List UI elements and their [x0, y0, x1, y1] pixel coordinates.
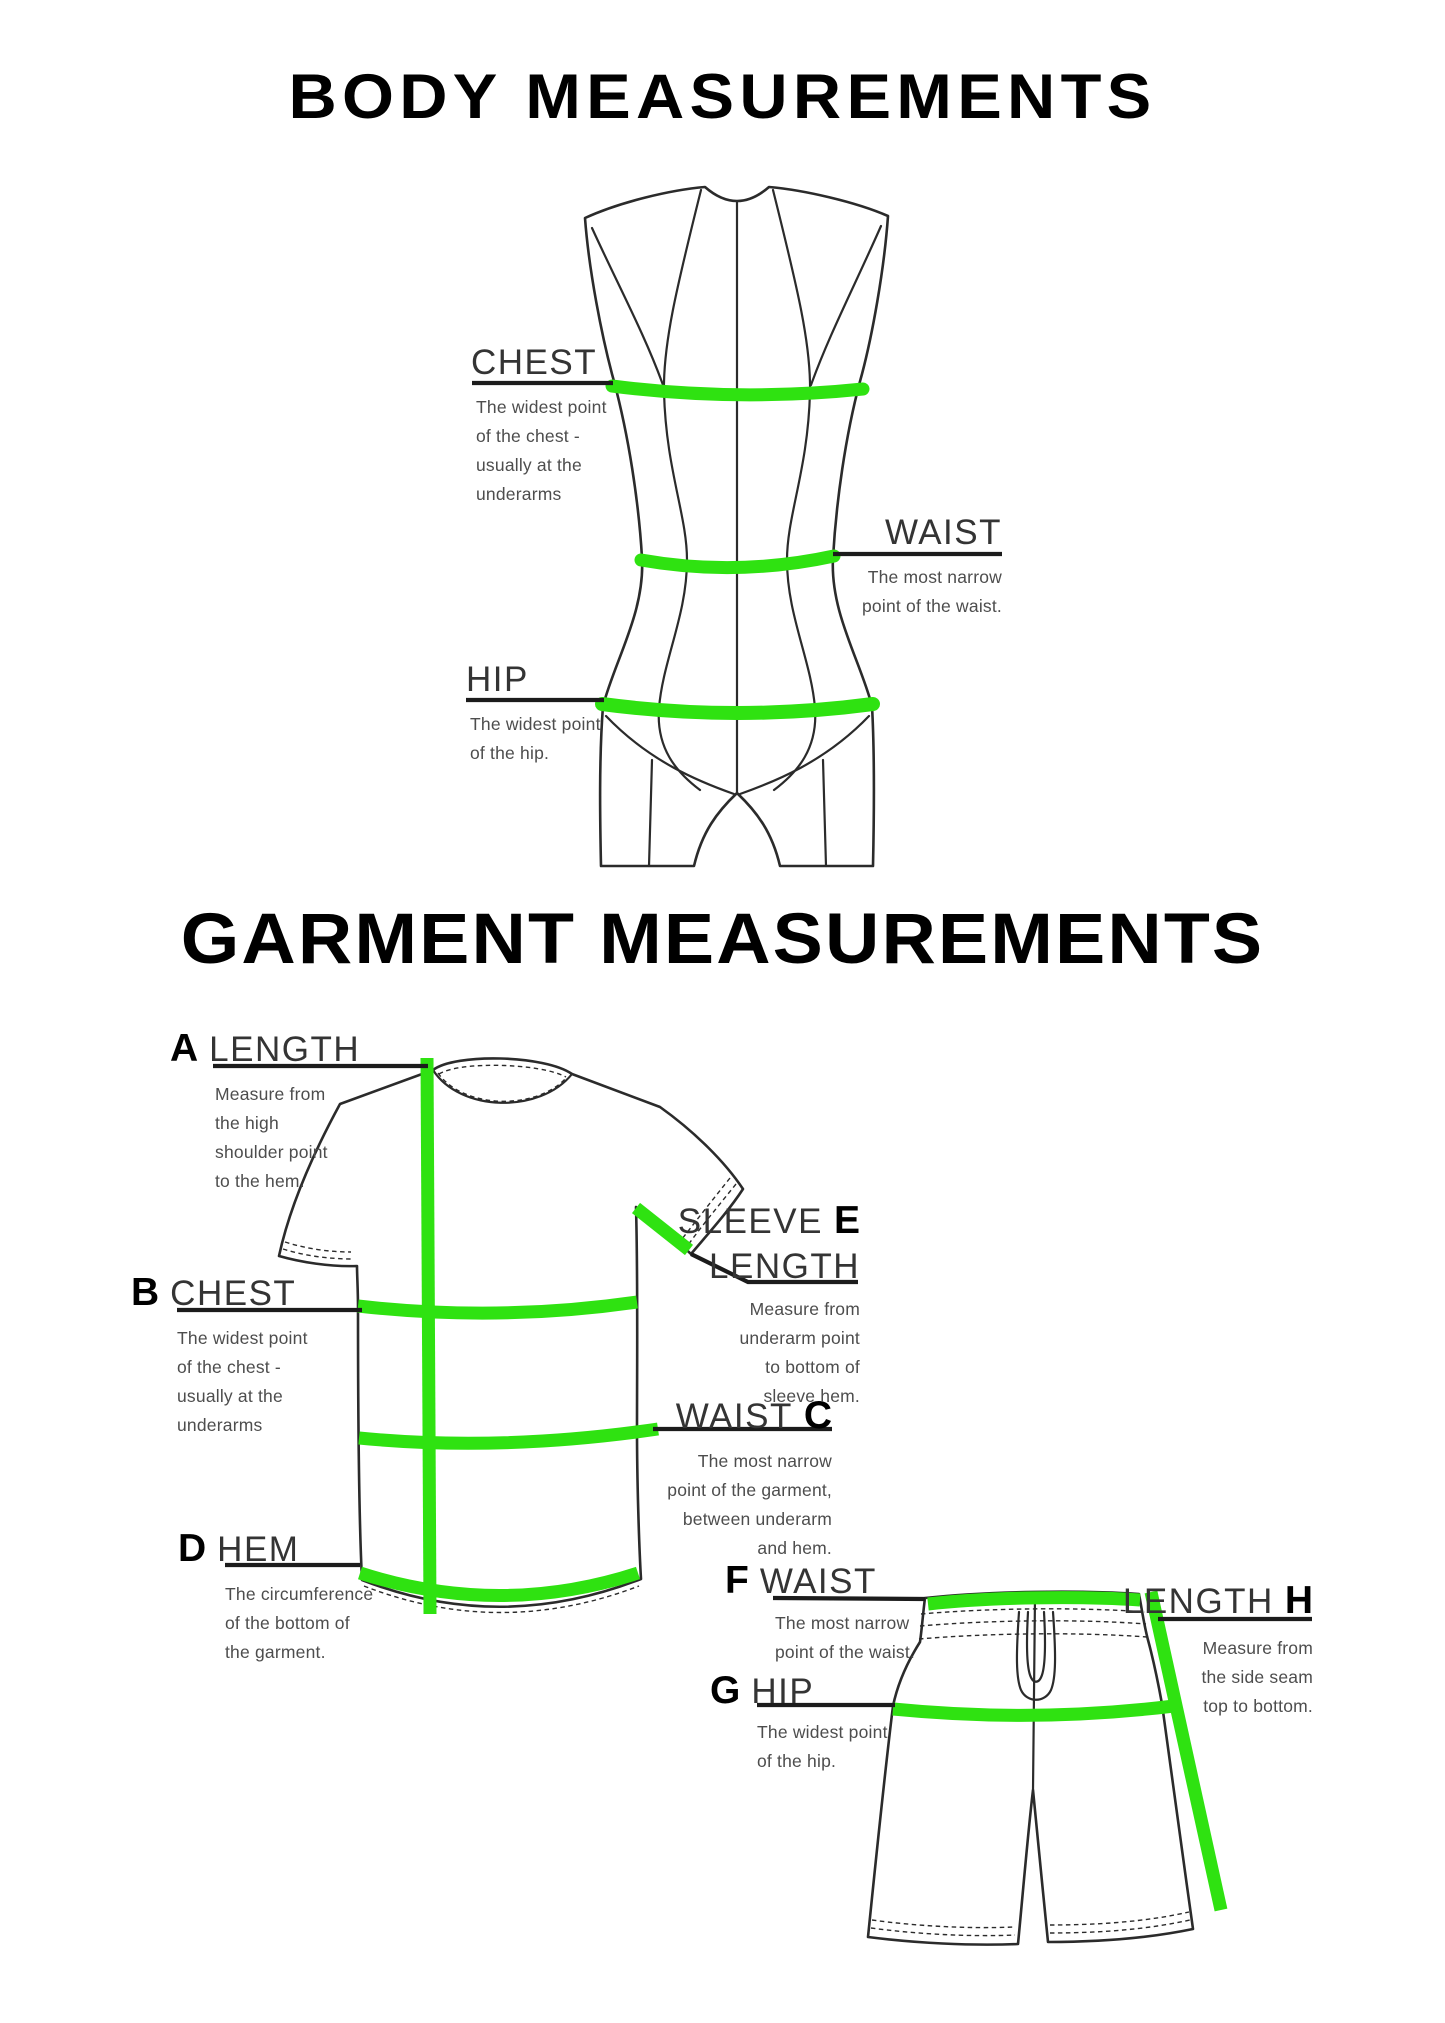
body-measurements-title: BODY MEASUREMENTS [288, 62, 1157, 132]
garment-sleeve-length-annotation [677, 1198, 860, 1411]
body-chest-annotation [471, 340, 607, 509]
f-waist-description: The most narrow point of the waist. [775, 1613, 915, 1662]
waist-description: The most narrow point of the waist. [862, 567, 1002, 616]
shorts-waist-annotation [725, 1558, 915, 1667]
h-length-description: Measure from the side seam top to bottom. [1201, 1638, 1313, 1716]
a-length-description: Measure from the high shoulder point to the hem. [215, 1084, 328, 1191]
hip-description: The widest point of the hip. [470, 714, 601, 763]
f-waist-label: WAIST [759, 1562, 877, 1601]
a-length-label: LENGTH [209, 1030, 361, 1069]
b-chest-label: CHEST [170, 1274, 297, 1313]
letter-d: D [178, 1527, 207, 1570]
letter-h: H [1284, 1579, 1313, 1622]
letter-c: C [803, 1394, 832, 1437]
garment-chest-annotation [131, 1270, 308, 1440]
h-length-label: LENGTH [1122, 1582, 1274, 1621]
garment-measurements-title: GARMENT MEASUREMENTS [180, 900, 1265, 979]
e-length-label: LENGTH [709, 1247, 860, 1286]
letter-a: A [170, 1027, 199, 1070]
e-sleeve-label: SLEEVE [677, 1202, 823, 1241]
d-hem-description: The circumference of the bottom of the garment. [225, 1584, 374, 1662]
tshirt-length-line [427, 1058, 430, 1614]
letter-g: G [710, 1669, 741, 1712]
body-waist-annotation [800, 510, 1002, 621]
garment-length-annotation [170, 1026, 360, 1196]
letter-f: F [725, 1559, 749, 1602]
e-sleeve-description: Measure from underarm point to bottom of sleeve hem. [739, 1299, 860, 1406]
garment-hem-annotation [178, 1526, 373, 1667]
b-chest-description: The widest point of the chest - usually at the underarms [177, 1328, 308, 1435]
waist-label: WAIST [884, 513, 1002, 552]
body-hip-annotation [466, 657, 601, 768]
chest-description: The widest point of the chest - usually at the underarms [476, 397, 607, 504]
letter-b: B [131, 1271, 160, 1314]
letter-e: E [833, 1199, 860, 1242]
d-hem-label: HEM [217, 1530, 300, 1569]
hip-label: HIP [466, 660, 529, 699]
shorts-hip-annotation [710, 1668, 888, 1776]
shorts-waist-band [928, 1598, 1140, 1604]
g-hip-description: The widest point of the hip. [757, 1722, 888, 1771]
shorts-length-annotation [1122, 1578, 1313, 1721]
garment-waist-annotation [640, 1393, 832, 1563]
c-waist-label: WAIST [675, 1397, 793, 1436]
chest-label: CHEST [471, 343, 598, 382]
c-waist-description: The most narrow point of the garment, between underarm and hem. [667, 1451, 832, 1558]
g-hip-label: HIP [751, 1672, 815, 1711]
